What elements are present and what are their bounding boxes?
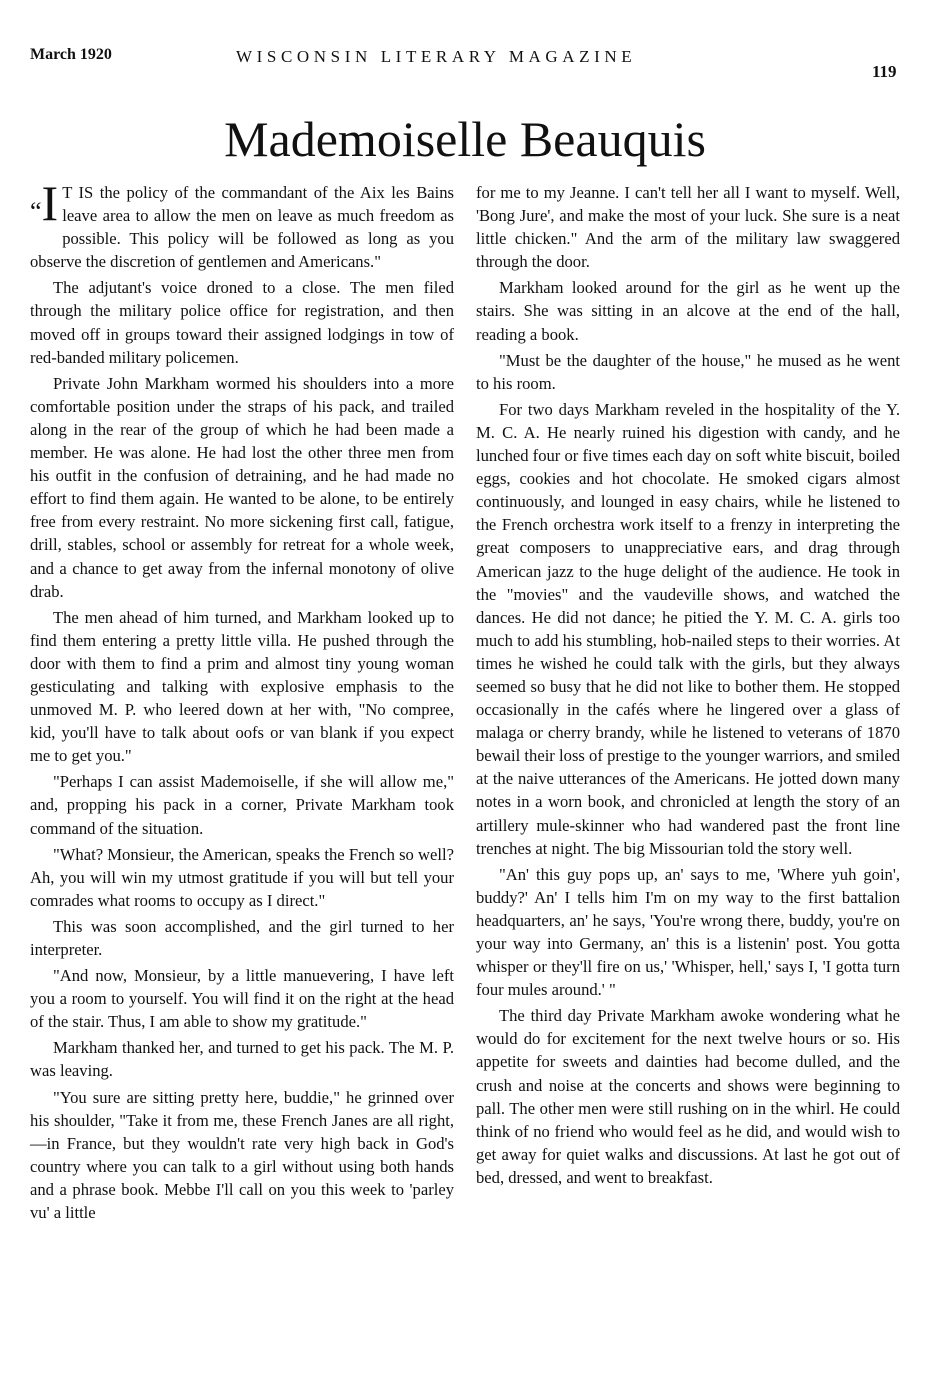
paragraph: "And now, Monsieur, by a little manuevering, I have left you a room to yourself. You will find it on the right at the head of the stair. Thus, I am able to show my gratitude."	[30, 966, 454, 1032]
paragraph-text: T IS the policy of the commandant of the Aix les Bains leave area to allow the men on leave as much freedom as possible. This policy will be followed as long as you observe the discretion of gentlemen and Americans."	[30, 183, 454, 272]
paragraph: For two days Markham reveled in the hospitality of the Y. M. C. A. He nearly ruined his digestion with candy, and he lunched four or five times each day on soft white biscuit, boiled eggs, cookies and hot chocolate. He smoked cigars almost continuously, and lounged in easy chairs, while he listened to the French orchestra work itself to a frenzy in interpreting the great composers to unappreciative ears, and drag through American jazz to the huge delight of the audience. He took in the "movies" and the vaudeville shows, and watched the dances. He did not dance; he pitied the Y. M. C. A. girls too much to add his stumbling, hob-nailed steps to their worries. At times he wished he could talk with the girls, but they always seemed so busy that he did not like to bother them. He stopped occasionally in the cafés where he lingered over a glass of malaga or cherry brandy, while he listened to veterans of 1870 bewail their loss of prestige to the younger warriors, and smiled at the naive utterances of the Americans. He jotted down many notes in a worn book, and chronicled at length the story of an artillery mule-skinner who had wandered past the front line trenches at night. The big Missourian told the story well.	[476, 399, 900, 858]
paragraph: "You sure are sitting pretty here, buddie," he grinned over his shoulder, "Take it from me, these French Janes are all right,—in France, but they wouldn't rate very high back in God's country where you can talk to a girl without using both hands and a phrase book. Mebbe I'll call on you this week to 'parley vu' a little	[30, 1087, 454, 1223]
paragraph: The adjutant's voice droned to a close. The men filed through the military police office for registration, and then moved off in groups toward their assigned lodgings in tow of red-banded military policemen.	[30, 278, 454, 367]
issue-date: March 1920	[30, 46, 112, 63]
paragraph: "Must be the daughter of the house," he mused as he went to his room.	[476, 350, 900, 393]
page-number: 119	[872, 62, 897, 81]
paragraph: The men ahead of him turned, and Markham looked up to find them entering a pretty little villa. He pushed through the door with them to find a prim and almost tiny young woman gesticulating and talking with explosive emphasis to the unmoved M. P. who leered down at her with, "No compree, kid, you'll have to talk about oofs or van blank if you expect me to get you."	[30, 607, 454, 766]
paragraph: Private John Markham wormed his shoulders into a more comfortable position under the straps of his pack, and trailed along in the rear of the group of which he had been made a member. He was alone. He had lost the other three men from his outfit in the confusion of detraining, and he had made no effort to find them again. He wanted to be alone, to be entirely free from every restraint. No more sickening first call, fatigue, drill, stables, school or assembly for retreat for a whole week, and a chance to get away from the infernal monotony of olive drab.	[30, 373, 454, 601]
paragraph: for me to my Jeanne. I can't tell her all I want to myself. Well, 'Bong Jure', and make the most of your luck. She sure is a neat little chicken." And the arm of the military law swaggered through the door.	[476, 183, 900, 272]
drop-cap-letter: I	[41, 175, 59, 231]
article-title: Mademoiselle Beauquis	[224, 111, 706, 167]
paragraph: Markham looked around for the girl as he went up the stairs. She was sitting in an alcove at the end of the hall, reading a book.	[476, 278, 900, 344]
paragraph: This was soon accomplished, and the girl turned to her interpreter.	[30, 916, 454, 959]
paragraph: Markham thanked her, and turned to get his pack. The M. P. was leaving.	[30, 1038, 454, 1081]
paragraph	[30, 175, 454, 273]
magazine-title: WISCONSIN LITERARY MAGAZINE	[236, 47, 637, 66]
paragraph: The third day Private Markham awoke wondering what he would do for excitement for the next twelve hours or so. His appetite for sweets and dainties had become dulled, and the crush and noise at the concerts and shows were beginning to pall. The other men were still rushing on in the whirl. He could think of no friend who would feel as he did, and would wish to get away for quiet walks and discussions. At last he got out of bed, dressed, and went to breakfast.	[476, 1006, 900, 1187]
left-column	[30, 175, 454, 1227]
opening-quote: “	[30, 197, 42, 226]
paragraph: "What? Monsieur, the American, speaks the French so well? Ah, you will win my utmost gratitude if you will but tell your comrades what rooms to occupy as I direct."	[30, 844, 454, 910]
paragraph: "An' this guy pops up, an' says to me, 'Where yuh goin', buddy?' An' I tells him I'm on my way to the first battalion headquarters, an' he says, 'You're wrong there, buddy, you're on your way into Germany, an' this is a listenin' post. You gotta whisper or they'll fire on us,' 'Whisper, hell,' says I, 'I gotta turn four mules around.' "	[476, 864, 900, 1000]
drop-cap	[30, 175, 59, 232]
right-column	[476, 181, 900, 1192]
paragraph: "Perhaps I can assist Mademoiselle, if she will allow me," and, propping his pack in a corner, Private Markham took command of the situation.	[30, 772, 454, 838]
